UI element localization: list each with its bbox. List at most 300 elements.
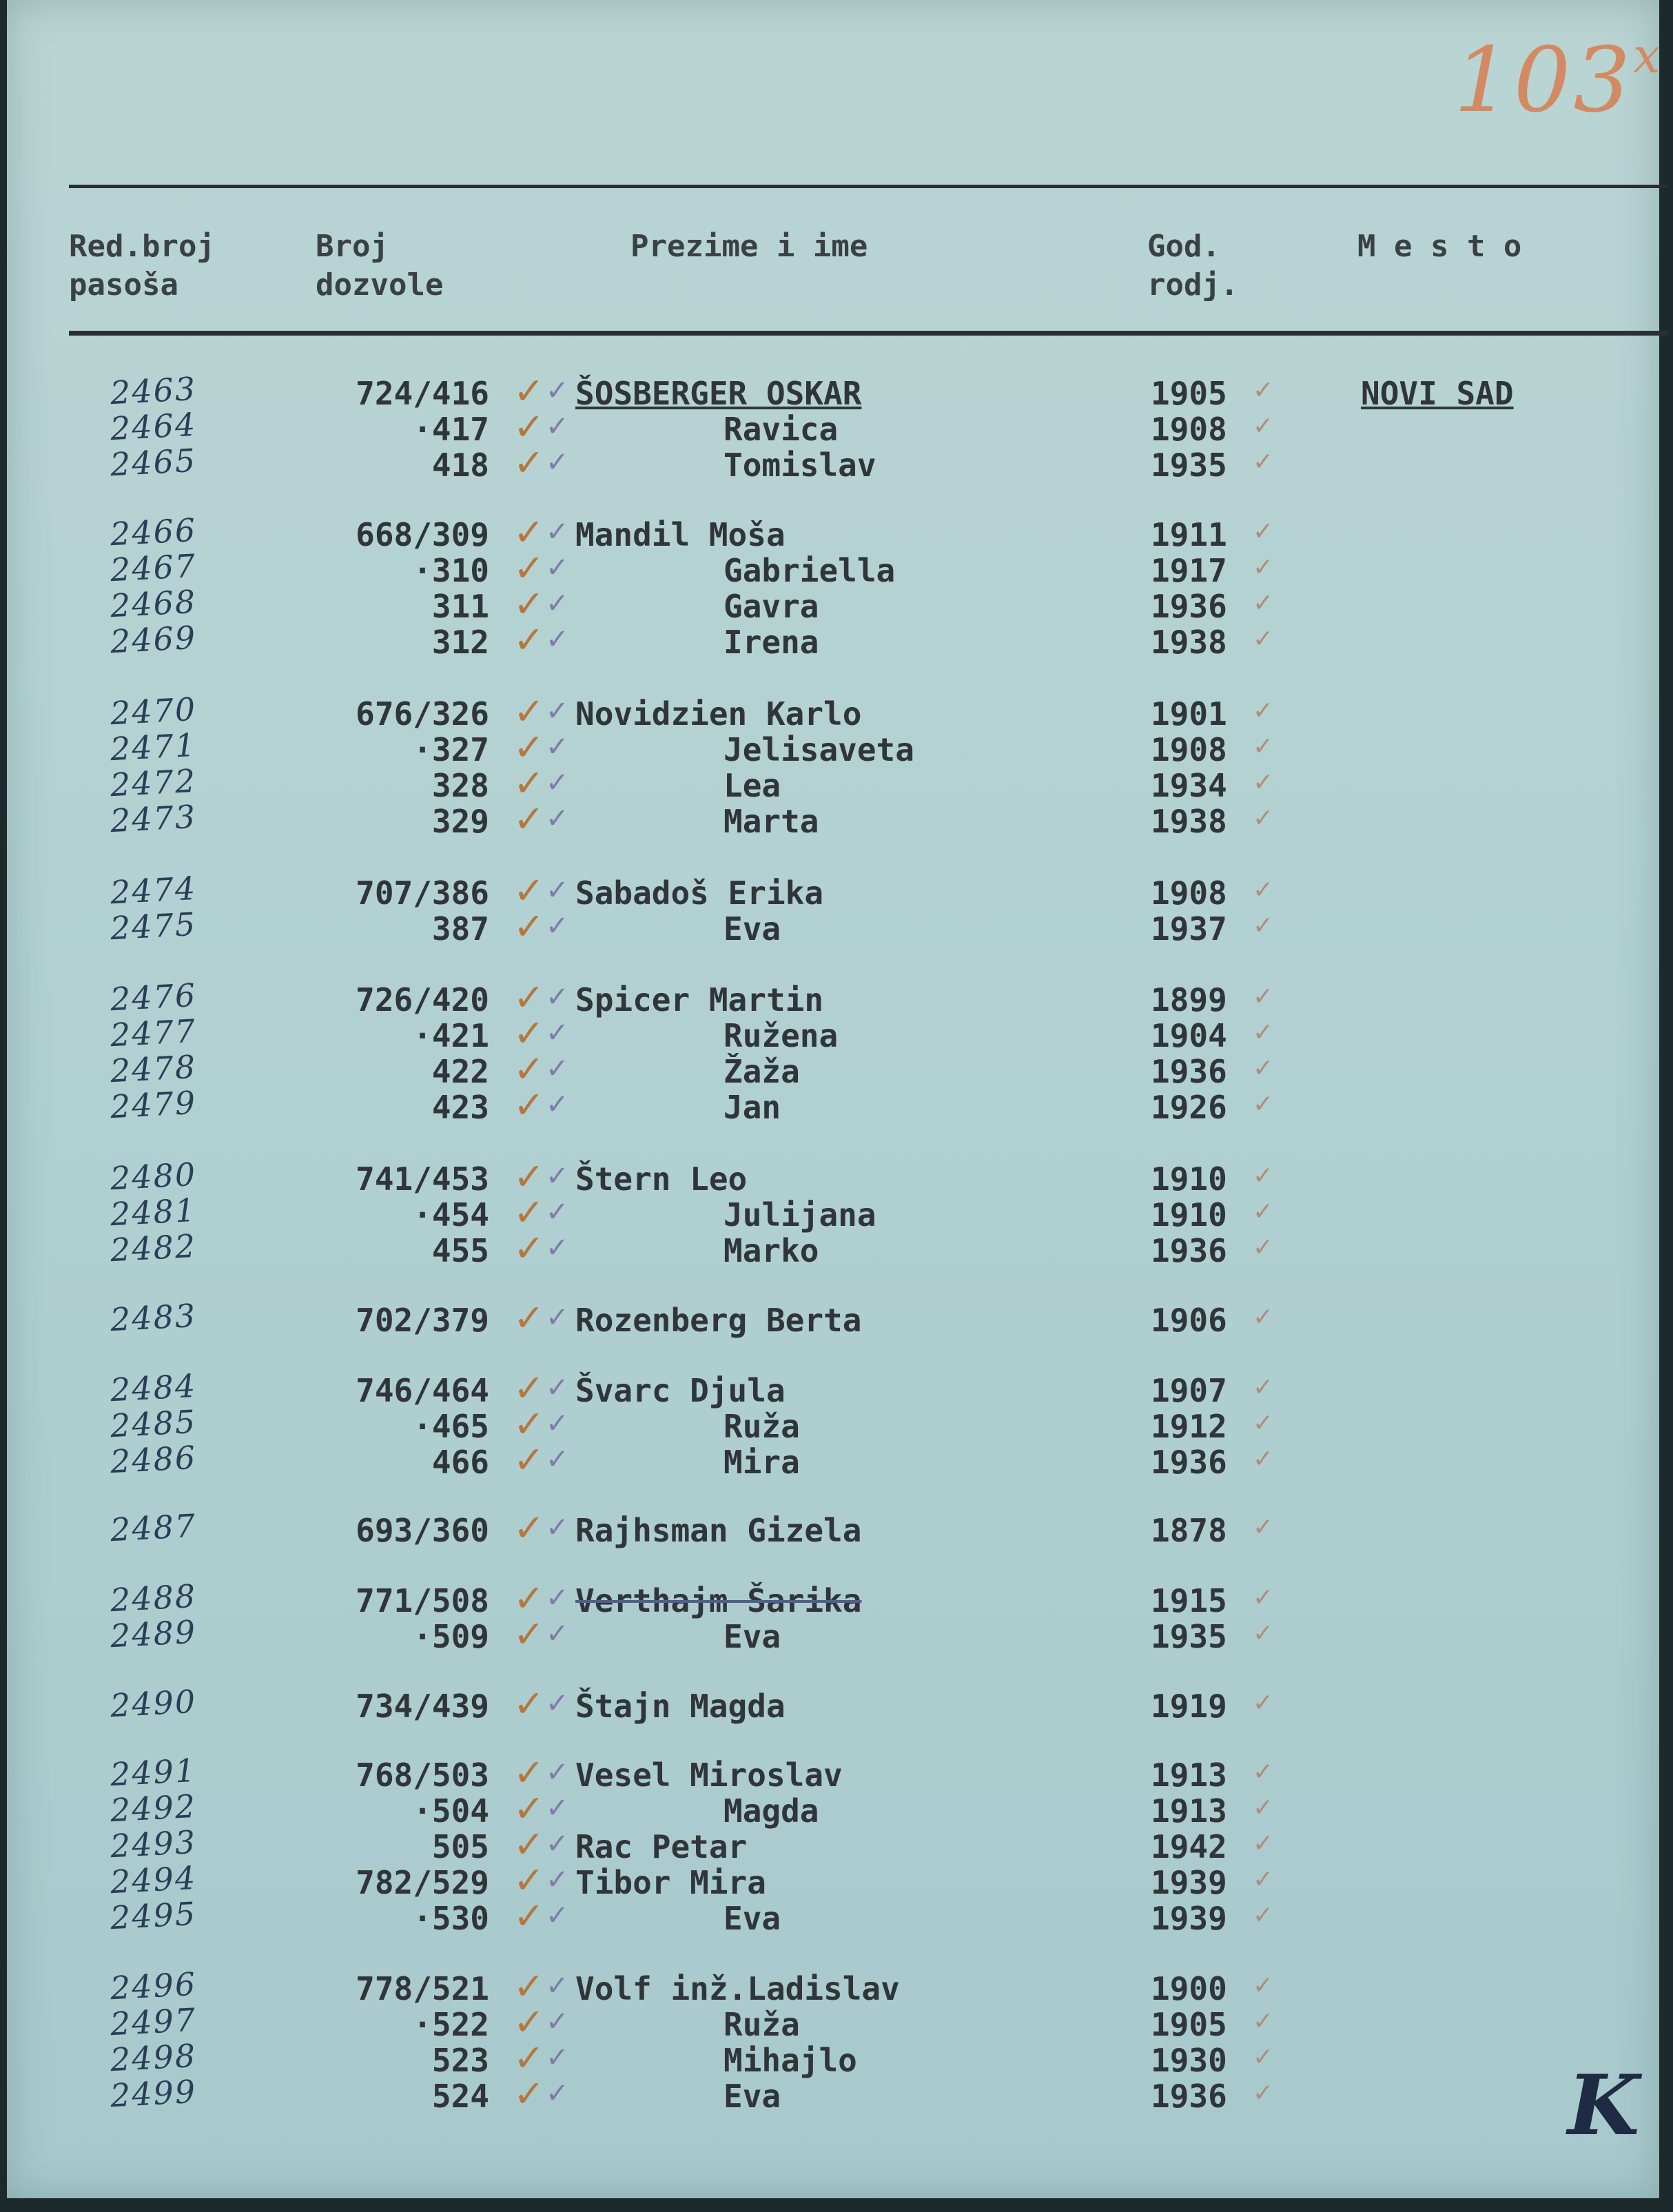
passport-number: 2471 [109, 726, 198, 768]
permit-number: ·522 [413, 2006, 489, 2043]
year-check-icon: ✓ [1253, 697, 1274, 725]
register-row [7, 1894, 1659, 1938]
secondary-check-icon: ✓ [546, 1196, 569, 1228]
pencil-check-icon: ✓ [513, 1858, 545, 1902]
passport-number: 2496 [109, 1965, 198, 2007]
permit-number: ·417 [413, 411, 489, 448]
permit-number: 768/503 [356, 1757, 489, 1794]
birth-year: 1904 [1151, 1017, 1227, 1054]
birth-year: 1942 [1151, 1828, 1227, 1865]
permit-number: 524 [431, 2078, 489, 2115]
person-name: Ravica [723, 411, 839, 448]
pencil-check-icon: ✓ [513, 1366, 545, 1410]
permit-number: 455 [431, 1232, 489, 1269]
person-name: Spicer Martin [575, 981, 824, 1018]
person-name: Rac Petar [575, 1828, 748, 1865]
secondary-check-icon: ✓ [546, 910, 569, 942]
register-row [7, 1506, 1659, 1550]
permit-number: 693/360 [356, 1512, 489, 1549]
person-name: ŠOSBERGER OSKAR [575, 375, 862, 412]
permit-number: 782/529 [356, 1864, 489, 1901]
passport-number: 2487 [109, 1506, 198, 1549]
birth-year: 1901 [1151, 695, 1227, 733]
secondary-check-icon: ✓ [546, 411, 569, 442]
year-check-icon: ✓ [1253, 1090, 1274, 1118]
year-check-icon: ✓ [1253, 1018, 1274, 1047]
year-check-icon: ✓ [1253, 412, 1274, 440]
year-check-icon: ✓ [1253, 2007, 1274, 2036]
pencil-check-icon: ✓ [513, 1191, 545, 1234]
person-name: Volf inž.Ladislav [575, 1970, 900, 2007]
passport-number: 2481 [109, 1191, 198, 1233]
secondary-check-icon: ✓ [546, 1757, 569, 1788]
permit-number: 328 [431, 767, 489, 804]
birth-year: 1935 [1151, 1618, 1227, 1655]
register-row [7, 797, 1659, 841]
register-row [7, 1438, 1659, 1482]
person-name: Jelisaveta [723, 731, 914, 768]
register-row [7, 1227, 1659, 1270]
passport-number: 2498 [109, 2036, 198, 2079]
register-row [7, 869, 1659, 912]
passport-number: 2479 [109, 1083, 198, 1126]
year-check-icon: ✓ [1253, 1830, 1274, 1858]
register-row [7, 1612, 1659, 1656]
secondary-check-icon: ✓ [546, 1408, 569, 1440]
register-row [7, 976, 1659, 1019]
pencil-check-icon: ✓ [513, 618, 545, 662]
birth-year: 1937 [1151, 910, 1227, 948]
register-row [7, 1751, 1659, 1794]
secondary-check-icon: ✓ [546, 1372, 569, 1404]
register-row [7, 441, 1659, 484]
birth-year: 1939 [1151, 1864, 1227, 1901]
birth-year: 1939 [1151, 1900, 1227, 1937]
person-name: Štajn Magda [575, 1688, 786, 1725]
birth-year: 1926 [1151, 1089, 1227, 1126]
register-row [7, 546, 1659, 590]
person-name: Eva [723, 2078, 781, 2115]
secondary-check-icon: ✓ [546, 1688, 569, 1719]
secondary-check-icon: ✓ [546, 1618, 569, 1650]
person-name: Eva [723, 910, 781, 948]
birth-year: 1907 [1151, 1372, 1227, 1409]
year-check-icon: ✓ [1253, 1409, 1274, 1437]
pencil-check-icon: ✓ [513, 2000, 545, 2044]
pencil-check-icon: ✓ [513, 1506, 545, 1550]
passport-number: 2493 [109, 1823, 198, 1865]
register-row [7, 905, 1659, 948]
year-check-icon: ✓ [1253, 1794, 1274, 1822]
register-row [7, 1296, 1659, 1340]
pencil-check-icon: ✓ [513, 1402, 545, 1446]
passport-number: 2477 [109, 1012, 198, 1054]
top-rule [69, 185, 1667, 188]
secondary-check-icon: ✓ [546, 1900, 569, 1932]
passport-number: 2468 [109, 582, 198, 625]
passport-number: 2495 [109, 1894, 198, 1937]
permit-number: 741/453 [356, 1160, 489, 1198]
year-check-icon: ✓ [1253, 1445, 1274, 1473]
birth-year: 1936 [1151, 1053, 1227, 1090]
year-check-icon: ✓ [1253, 518, 1274, 546]
register-row [7, 1155, 1659, 1198]
permit-number: ·504 [413, 1792, 489, 1830]
permit-number: 418 [431, 447, 489, 484]
register-row [7, 726, 1659, 769]
birth-year: 1905 [1151, 375, 1227, 412]
year-check-icon: ✓ [1253, 733, 1274, 761]
birth-year: 1936 [1151, 588, 1227, 625]
passport-number: 2470 [109, 690, 198, 733]
person-name: Švarc Djula [575, 1372, 786, 1409]
register-row [7, 2036, 1659, 2080]
header-place: M e s t o [1357, 229, 1522, 264]
year-check-icon: ✓ [1253, 553, 1274, 582]
passport-number: 2497 [109, 2000, 198, 2043]
passport-number: 2499 [109, 2072, 198, 2115]
passport-number: 2463 [109, 369, 198, 412]
year-check-icon: ✓ [1253, 1689, 1274, 1717]
pencil-check-icon: ✓ [513, 2036, 545, 2080]
birth-year: 1908 [1151, 731, 1227, 768]
passport-number: 2484 [109, 1366, 198, 1409]
birth-year: 1935 [1151, 447, 1227, 484]
permit-number: 707/386 [356, 874, 489, 912]
secondary-check-icon: ✓ [546, 1512, 569, 1544]
secondary-check-icon: ✓ [546, 874, 569, 906]
person-name: Julijana [723, 1196, 876, 1233]
passport-number: 2475 [109, 905, 198, 948]
person-name: Žaža [723, 1053, 800, 1090]
register-row [7, 1012, 1659, 1055]
permit-number: ·421 [413, 1017, 489, 1054]
pencil-check-icon: ✓ [513, 1577, 545, 1620]
header-birth-year: God. rodj. [1147, 229, 1239, 303]
secondary-check-icon: ✓ [546, 516, 569, 548]
pencil-check-icon: ✓ [513, 582, 545, 626]
register-row [7, 582, 1659, 626]
register-row [7, 1787, 1659, 1830]
person-name: Rozenberg Berta [575, 1302, 862, 1339]
year-check-icon: ✓ [1253, 983, 1274, 1011]
birth-year: 1919 [1151, 1688, 1227, 1725]
year-check-icon: ✓ [1253, 1865, 1274, 1894]
folio-number: 103$^x$ [1454, 28, 1663, 132]
place: NOVI SAD [1361, 375, 1514, 412]
person-name: Rajhsman Gizela [575, 1512, 862, 1549]
pencil-check-icon: ✓ [513, 441, 545, 484]
pencil-check-icon: ✓ [513, 2072, 545, 2116]
year-check-icon: ✓ [1253, 448, 1274, 476]
birth-year: 1912 [1151, 1408, 1227, 1445]
permit-number: 668/309 [356, 516, 489, 553]
secondary-check-icon: ✓ [546, 447, 569, 478]
passport-number: 2465 [109, 441, 198, 484]
year-check-icon: ✓ [1253, 876, 1274, 904]
permit-number: 726/420 [356, 981, 489, 1018]
permit-number: 523 [431, 2042, 489, 2079]
permit-number: ·310 [413, 552, 489, 589]
birth-year: 1878 [1151, 1512, 1227, 1549]
secondary-check-icon: ✓ [546, 1160, 569, 1192]
person-name: Tomislav [723, 447, 876, 484]
birth-year: 1930 [1151, 2042, 1227, 2079]
permit-number: 329 [431, 803, 489, 840]
register-row [7, 1366, 1659, 1410]
person-name: Mihajlo [723, 2042, 857, 2079]
document-page [7, 0, 1663, 2198]
permit-number: 771/508 [356, 1582, 489, 1619]
year-check-icon: ✓ [1253, 2043, 1274, 2071]
register-row [7, 690, 1659, 733]
register-row [7, 405, 1659, 449]
birth-year: 1910 [1151, 1160, 1227, 1198]
secondary-check-icon: ✓ [546, 552, 569, 584]
passport-number: 2478 [109, 1047, 198, 1090]
pencil-check-icon: ✓ [513, 1682, 545, 1725]
year-check-icon: ✓ [1253, 1619, 1274, 1648]
person-name: Eva [723, 1618, 781, 1655]
register-row [7, 1402, 1659, 1446]
register-row [7, 511, 1659, 554]
pencil-check-icon: ✓ [513, 1823, 545, 1866]
birth-year: 1913 [1151, 1792, 1227, 1830]
pencil-check-icon: ✓ [513, 369, 545, 413]
person-name: Ruža [723, 2006, 800, 2043]
secondary-check-icon: ✓ [546, 1792, 569, 1824]
passport-number: 2486 [109, 1438, 198, 1481]
handwritten-initial: K [1568, 2057, 1640, 2154]
passport-number: 2483 [109, 1296, 198, 1339]
permit-number: 387 [431, 910, 489, 948]
secondary-check-icon: ✓ [546, 695, 569, 727]
secondary-check-icon: ✓ [546, 1302, 569, 1333]
year-check-icon: ✓ [1253, 625, 1274, 653]
birth-year: 1908 [1151, 411, 1227, 448]
permit-number: ·509 [413, 1618, 489, 1655]
birth-year: 1910 [1151, 1196, 1227, 1233]
secondary-check-icon: ✓ [546, 1232, 569, 1264]
person-name: Ruženа [723, 1017, 839, 1054]
permit-number: 734/439 [356, 1688, 489, 1725]
register-row [7, 2000, 1659, 2044]
year-check-icon: ✓ [1253, 912, 1274, 940]
register-row [7, 761, 1659, 805]
passport-number: 2491 [109, 1751, 198, 1794]
year-check-icon: ✓ [1253, 376, 1274, 404]
permit-number: 746/464 [356, 1372, 489, 1409]
pencil-check-icon: ✓ [513, 1787, 545, 1830]
pencil-check-icon: ✓ [513, 797, 545, 841]
person-name: Vesel Miroslav [575, 1757, 843, 1794]
person-name: Marko [723, 1232, 819, 1269]
year-check-icon: ✓ [1253, 1198, 1274, 1226]
person-name: Marta [723, 803, 819, 840]
passport-number: 2464 [109, 405, 198, 448]
secondary-check-icon: ✓ [546, 375, 569, 407]
person-name: Štern Leo [575, 1160, 748, 1198]
permit-number: 311 [431, 588, 489, 625]
pencil-check-icon: ✓ [513, 1155, 545, 1198]
birth-year: 1900 [1151, 1970, 1227, 2007]
person-name: Gavra [723, 588, 819, 625]
secondary-check-icon: ✓ [546, 2006, 569, 2038]
pencil-check-icon: ✓ [513, 1012, 545, 1055]
year-check-icon: ✓ [1253, 1233, 1274, 1262]
year-check-icon: ✓ [1253, 1972, 1274, 2000]
person-name: Eva [723, 1900, 781, 1937]
secondary-check-icon: ✓ [546, 1017, 569, 1049]
birth-year: 1899 [1151, 981, 1227, 1018]
pencil-check-icon: ✓ [513, 1438, 545, 1482]
secondary-check-icon: ✓ [546, 803, 569, 834]
header-passport-number: Red.broj pasoša [69, 229, 215, 303]
person-name: Gabriella [723, 552, 896, 589]
year-check-icon: ✓ [1253, 2079, 1274, 2107]
permit-number: ·465 [413, 1408, 489, 1445]
person-name: Verthajm Šarika [575, 1582, 862, 1619]
year-check-icon: ✓ [1253, 1373, 1274, 1402]
passport-number: 2482 [109, 1227, 198, 1269]
birth-year: 1911 [1151, 516, 1227, 553]
secondary-check-icon: ✓ [546, 2078, 569, 2109]
passport-number: 2476 [109, 976, 198, 1018]
year-check-icon: ✓ [1253, 1513, 1274, 1542]
pencil-check-icon: ✓ [513, 1894, 545, 1938]
pencil-check-icon: ✓ [513, 546, 545, 590]
pencil-check-icon: ✓ [513, 1227, 545, 1270]
pencil-check-icon: ✓ [513, 1751, 545, 1794]
secondary-check-icon: ✓ [546, 981, 569, 1013]
birth-year: 1938 [1151, 624, 1227, 661]
person-name: Sabadoš Erika [575, 874, 824, 912]
pencil-check-icon: ✓ [513, 976, 545, 1019]
permit-number: ·454 [413, 1196, 489, 1233]
passport-number: 2488 [109, 1577, 198, 1619]
person-name: Lea [723, 767, 781, 804]
birth-year: 1905 [1151, 2006, 1227, 2043]
person-name: Ruža [723, 1408, 800, 1445]
person-name: Jan [723, 1089, 781, 1126]
year-check-icon: ✓ [1253, 1054, 1274, 1083]
pencil-check-icon: ✓ [513, 1047, 545, 1091]
passport-number: 2494 [109, 1858, 198, 1901]
person-name: Mira [723, 1444, 800, 1481]
year-check-icon: ✓ [1253, 768, 1274, 797]
birth-year: 1936 [1151, 2078, 1227, 2115]
pencil-check-icon: ✓ [513, 1612, 545, 1656]
passport-number: 2473 [109, 797, 198, 840]
register-row [7, 1823, 1659, 1866]
secondary-check-icon: ✓ [546, 2042, 569, 2073]
pencil-check-icon: ✓ [513, 690, 545, 733]
permit-number: 422 [431, 1053, 489, 1090]
passport-number: 2489 [109, 1612, 198, 1655]
register-row [7, 1191, 1659, 1234]
header-name: Prezime i ime [630, 229, 868, 264]
passport-number: 2467 [109, 546, 198, 589]
pencil-check-icon: ✓ [513, 1296, 545, 1340]
year-check-icon: ✓ [1253, 1303, 1274, 1331]
permit-number: 724/416 [356, 375, 489, 412]
permit-number: 505 [431, 1828, 489, 1865]
passport-number: 2480 [109, 1155, 198, 1198]
birth-year: 1936 [1151, 1232, 1227, 1269]
passport-number: 2492 [109, 1787, 198, 1830]
permit-number: 676/326 [356, 695, 489, 733]
year-check-icon: ✓ [1253, 1162, 1274, 1190]
passport-number: 2472 [109, 761, 198, 804]
permit-number: ·530 [413, 1900, 489, 1937]
secondary-check-icon: ✓ [546, 624, 569, 655]
pencil-check-icon: ✓ [513, 511, 545, 554]
register-row [7, 618, 1659, 662]
permit-number: 702/379 [356, 1302, 489, 1339]
secondary-check-icon: ✓ [546, 767, 569, 799]
passport-number: 2466 [109, 511, 198, 553]
year-check-icon: ✓ [1253, 1584, 1274, 1612]
permit-number: 466 [431, 1444, 489, 1481]
passport-number: 2469 [109, 618, 198, 661]
register-row [7, 369, 1659, 413]
pencil-check-icon: ✓ [513, 405, 545, 449]
year-check-icon: ✓ [1253, 589, 1274, 617]
birth-year: 1913 [1151, 1757, 1227, 1794]
person-name: Mandil Moša [575, 516, 786, 553]
person-name: Novidzien Karlo [575, 695, 862, 733]
passport-number: 2485 [109, 1402, 198, 1445]
pencil-check-icon: ✓ [513, 726, 545, 769]
pencil-check-icon: ✓ [513, 869, 545, 912]
register-row [7, 1577, 1659, 1620]
secondary-check-icon: ✓ [546, 588, 569, 619]
year-check-icon: ✓ [1253, 804, 1274, 832]
birth-year: 1938 [1151, 803, 1227, 840]
secondary-check-icon: ✓ [546, 1444, 569, 1475]
register-row [7, 1083, 1659, 1127]
register-row [7, 1858, 1659, 1902]
birth-year: 1908 [1151, 874, 1227, 912]
passport-number: 2474 [109, 869, 198, 912]
permit-number: ·327 [413, 731, 489, 768]
register-row [7, 2072, 1659, 2116]
register-row [7, 1047, 1659, 1091]
secondary-check-icon: ✓ [546, 1970, 569, 2002]
birth-year: 1934 [1151, 767, 1227, 804]
secondary-check-icon: ✓ [546, 1864, 569, 1896]
birth-year: 1906 [1151, 1302, 1227, 1339]
pencil-check-icon: ✓ [513, 1083, 545, 1127]
person-name: Irena [723, 624, 819, 661]
secondary-check-icon: ✓ [546, 1053, 569, 1085]
person-name: Tibor Mira [575, 1864, 766, 1901]
secondary-check-icon: ✓ [546, 731, 569, 763]
secondary-check-icon: ✓ [546, 1828, 569, 1860]
header-rule [69, 331, 1667, 336]
secondary-check-icon: ✓ [546, 1089, 569, 1120]
pencil-check-icon: ✓ [513, 761, 545, 805]
permit-number: 778/521 [356, 1970, 489, 2007]
pencil-check-icon: ✓ [513, 905, 545, 948]
birth-year: 1917 [1151, 552, 1227, 589]
register-row [7, 1682, 1659, 1725]
permit-number: 312 [431, 624, 489, 661]
pencil-check-icon: ✓ [513, 1965, 545, 2008]
header-permit-number: Broj dozvole [316, 229, 444, 303]
birth-year: 1915 [1151, 1582, 1227, 1619]
register-row [7, 1965, 1659, 2008]
